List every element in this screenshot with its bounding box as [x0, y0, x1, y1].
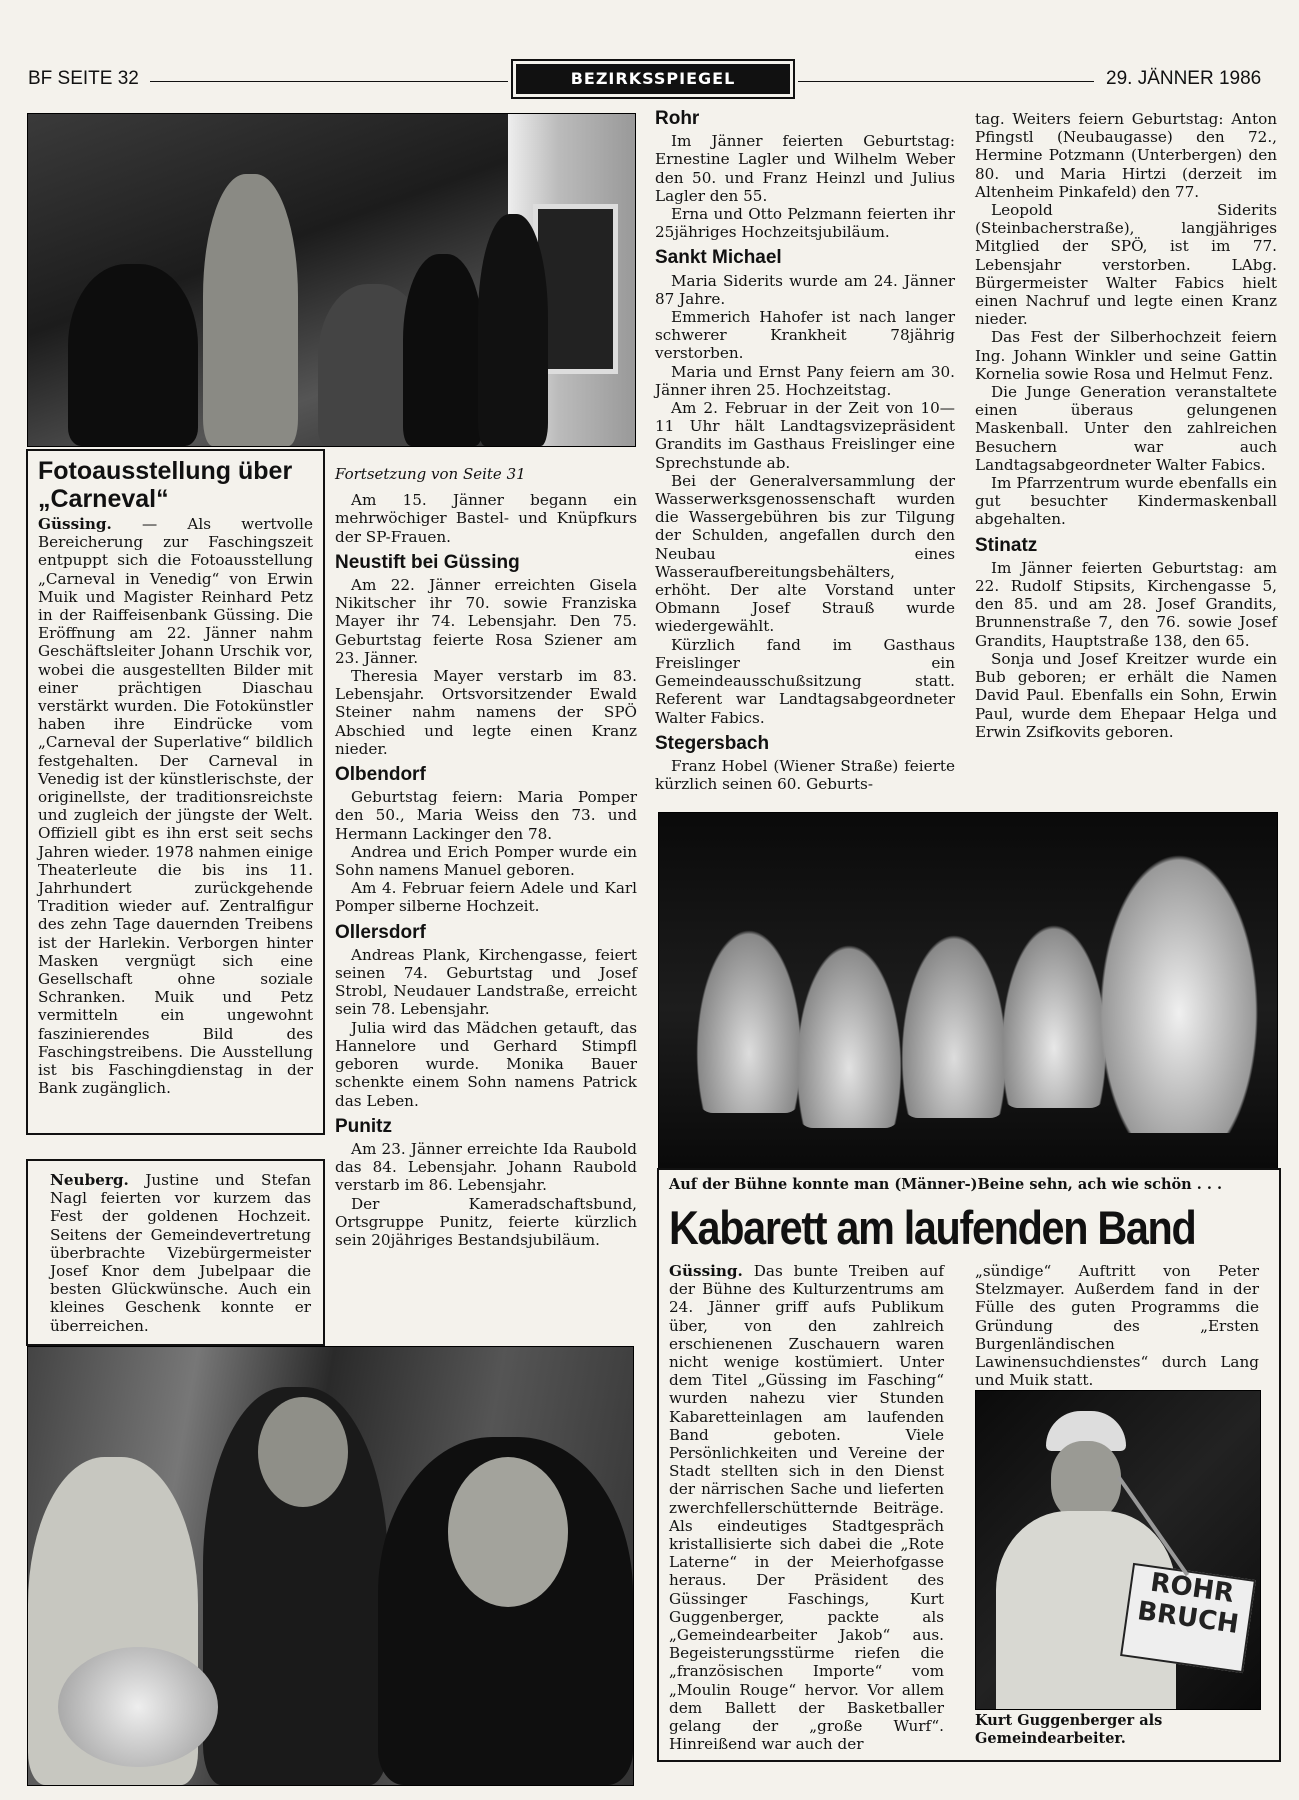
paragraph: Am 2. Februar in der Zeit von 10—11 Uhr hält Landtagsvizepräsident Grandits im Gasthaus Freislinger eine Sprechstunde ab. [655, 399, 955, 472]
fotoausstellung-body: — Als wertvolle Bereicherung zur Faschingszeit entpuppt sich die Fotoausstellung „Carneval in Venedig“ von Erwin Muik und Magister Reinhard Petz in der Raiffeisenbank Güssing. Die Eröffnung am 22. Jänner nahm Geschäftsleiter Johann Urschik vor, wobei die ausgestellten Bilder mit einer prächtigen Diaschau verstärkt wurden. Die Fotokünstler haben ihre Eindrücke vom „Carneval der Superlative“ bildlich festgehalten. Der Carneval in Venedig ist der künstlerischste, der originellste, der traditionsreichste und zugleich der jüngste der Welt. Offiziell gibt es ihn erst seit sechs Jahren wieder. 1978 nahmen einige Theaterleute die bis ins 11. Jahrhundert zurückgehende Tradition wieder auf. Zentralfigur des zehn Tage dauernden Treibens ist der Harlekin. Verborgen hinter Masken vergnügt sich eine Gesellschaft ohne soziale Schranken. Muik und Petz vermitteln ein ungewohnt faszinierendes Bild des Faschingstreibens. Die Ausstellung ist bis Faschingdienstag in der Bank zugänglich. [38, 515, 313, 1098]
kabarett-body-right: „sündige“ Auftritt von Peter Stelzmayer. Außerdem fand in der Fülle des guten Programms die Gründung des „Ersten Burgenländischen Lawinensuchdienstes“ durch Lang und Muik statt. [975, 1262, 1259, 1390]
visitor-figure [203, 174, 298, 446]
face [448, 1457, 568, 1607]
fotoausstellung-article [26, 449, 325, 1135]
sign-board: ROHR BRUCH [1120, 1563, 1256, 1673]
section-heading: Rohr [655, 108, 700, 129]
section-heading: Neustift bei Güssing [335, 551, 520, 573]
paragraph: Maria Siderits wurde am 24. Jänner 87 Jahre. [655, 271, 955, 308]
stage-photo [658, 812, 1278, 1169]
paragraph: Die Junge Generation veranstaltete einen überaus gelungenen Maskenball. Unter den zahlreichen Besuchern war auch Landtagsabgeordneter Walter Fabics. [975, 383, 1277, 474]
section-heading: Olbendorf [335, 764, 426, 786]
section-banner: BEZIRKSSPIEGEL [516, 64, 790, 94]
portrait-caption: Kurt Guggenberger als Gemeindearbeiter. [975, 1712, 1163, 1747]
paragraph: Andrea und Erich Pomper wurde ein Sohn namens Manuel geboren. [335, 842, 637, 880]
kabarett-article [657, 1168, 1281, 1762]
dateline: Güssing. [38, 515, 112, 533]
kabarett-body-left [669, 1262, 944, 1753]
visitor-figure [403, 254, 483, 446]
paragraph: Franz Hobel (Wiener Straße) feierte kürzlich seinen 60. Geburts- [655, 756, 955, 794]
section-heading: Stinatz [975, 534, 1038, 556]
exhibition-photo [27, 113, 636, 447]
dateline: Neuberg. [50, 1171, 129, 1189]
section-heading: Stegersbach [655, 732, 770, 754]
portrait-photo [975, 1390, 1261, 1710]
paragraph: Leopold Siderits (Steinbacherstraße), langjähriges Mitglied der SPÖ, ist im 77. Lebensjahr verstorben. LAbg. Bürgermeister Walter Fabics hielt einen Nachruf und legte einen Kranz nieder. [975, 201, 1277, 329]
paragraph: Theresia Mayer verstarb im 83. Lebensjahr. Ortsvorsitzender Ewald Steiner nahm namens der SPÖ Abschied und legte einen Kranz nieder. [335, 667, 637, 758]
paragraph: Emmerich Hahofer ist nach langer schwerer Krankheit 78jährig verstorben. [655, 308, 955, 363]
paragraph: Bei der Generalversammlung der Wasserwerksgenossenschaft wurden die Wassergebühren bis zur Tilgung der Schulden, angefallen durch den Neubau eines Wasseraufbereitungsbehälters, erhöht. Der alte Vorstand unter Obmann Josef Strauß wurde wiedergewählt. [655, 471, 955, 636]
kabarett-title: Kabarett am laufenden Band [669, 1201, 1196, 1254]
section-heading: Sankt Michael [655, 247, 782, 269]
column-4 [975, 110, 1277, 741]
paragraph: Andreas Plank, Kirchengasse, feiert seinen 74. Geburtstag und Josef Strobl, Neudauer Landstraße, erreicht sein 78. Lebensjahr. [335, 945, 637, 1019]
couple-photo [27, 1346, 634, 1786]
paragraph: Im Jänner feierten Geburtstag: am 22. Rudolf Stipsits, Kirchengasse 5, den 85. und am 28. Josef Grandits, Brunnenstraße 7, den 76. sowie Josef Grandits, Hauptstraße 138, den 65. [975, 558, 1277, 650]
stage-photo-caption: Auf der Bühne konnte man (Männer-)Beine sehn, ach wie schön . . . [669, 1176, 1223, 1193]
neuberg-body: Justine und Stefan Nagl feierten vor kurzem das Fest der goldenen Hochzeit. Seitens der Gemeindevertretung überbrachte Vizebürgermeister Josef Knor dem Jubelpaar die besten Glückwünsche. Auch ein kleines Geschenk konnte er überreichen. [50, 1171, 311, 1335]
paragraph: Am 4. Februar feiern Adele und Karl Pomper silberne Hochzeit. [335, 879, 637, 916]
section-heading: Ollersdorf [335, 921, 426, 943]
paragraph: Der Kameradschaftsbund, Ortsgruppe Punitz, feierte kürzlich sein 20jähriges Bestandsjubiläum. [335, 1194, 637, 1249]
paragraph: tag. Weiters feiern Geburtstag: Anton Pfingstl (Neubaugasse) den 72., Hermine Potzmann (Unterbergen) den 80. und Maria Hirtzi (derzeit im Altenheim Pinkafeld) den 77. [975, 110, 1277, 201]
paragraph: Am 23. Jänner erreichte Ida Raubold das 84. Lebensjahr. Johann Raubold verstarb im 86. Lebensjahr. [335, 1139, 637, 1195]
flower-bouquet [58, 1647, 218, 1767]
dancer-figure [1089, 833, 1269, 1133]
issue-date: 29. JÄNNER 1986 [1106, 68, 1262, 89]
section-heading: Punitz [335, 1115, 392, 1137]
kabarett-text: Das bunte Treiben auf der Bühne des Kulturzentrums am 24. Jänner griff aufs Publikum über, von den zahlreich erschienenen Zuschauern waren nicht wenige kostümiert. Unter dem Titel „Güssing im Fasching“ wurden nahezu vier Stunden Kabaretteinlagen am laufenden Band geboten. Viele Persönlichkeiten und Vereine der Stadt stellten sich in den Dienst der närrischen Sache und lieferten zwerchfellerschütternde Beiträge. Als eindeutiges Stadtgespräch kristallisierte sich dabei die „Rote Laterne“ in der Meierhofgasse heraus. Der Präsident des Güssinger Faschings, Kurt Guggenberger, packte als „Gemeindearbeiter Jakob“ aus. Begeisterungsstürme riefen die „französischen Importe“ vom „Moulin Rouge“ hervor. Vor allem dem Ballett der Basketballer gelang der „große Wurf“. Hinreißend war auch der [669, 1262, 944, 1754]
paragraph: Erna und Otto Pelzmann feierten ihr 25jähriges Hochzeitsjubiläum. [655, 205, 955, 242]
header-rule-left [150, 81, 508, 82]
header-rule-right [798, 81, 1094, 82]
column-3 [655, 110, 955, 793]
visitor-figure [68, 264, 198, 446]
paragraph: Sonja und Josef Kreitzer wurde ein Bub geboren; er erhält die Namen David Paul. Ebenfalls ein Sohn, Erwin Paul, wurde dem Ehepaar Helga und Erwin Zsifkovits geboren. [975, 649, 1277, 741]
face [258, 1397, 348, 1507]
paragraph: Kürzlich fand im Gasthaus Freislinger ein Gemeindeausschußsitzung statt. Referent war Landtagsabgeordneter Walter Fabics. [655, 635, 955, 727]
paragraph: Julia wird das Mädchen getauft, das Hannelore und Gerhard Stimpfl geboren wurde. Monika Bauer schenkte einem Sohn namens Patrick das Leben. [335, 1018, 637, 1110]
paragraph: Maria und Ernst Pany feiern am 30. Jänner ihren 25. Hochzeitstag. [655, 362, 955, 399]
face [1051, 1441, 1121, 1521]
paragraph: Geburtstag feiern: Maria Pomper den 50., Maria Weiss den 73. und Hermann Lackinger den 78. [335, 788, 637, 843]
visitor-figure [478, 214, 548, 446]
page-number: BF SEITE 32 [28, 68, 139, 89]
paragraph: Im Jänner feierten Geburtstag: Ernestine Lagler und Wilhelm Weber den 50. und Franz Heinzl und Julius Lagler den 55. [655, 132, 955, 205]
paragraph: Am 15. Jänner begann ein mehrwöchiger Bastel- und Knüpfkurs der SP-Frauen. [335, 491, 637, 546]
fotoausstellung-title: Fotoausstellung über „Carneval“ [38, 457, 293, 513]
dancer-figure [789, 928, 909, 1128]
column-2 [335, 465, 637, 1249]
neuberg-article [26, 1159, 325, 1346]
dateline: Güssing. [669, 1262, 743, 1280]
paragraph: Am 22. Jänner erreichten Gisela Nikitscher ihr 70. sowie Franziska Mayer ihr 74. Lebensjahr. Den 75. Geburtstag feierte Rosa Sziener am 23. Jänner. [335, 576, 637, 667]
paragraph: Das Fest der Silberhochzeit feiern Ing. Johann Winkler und seine Gattin Kornelia sowie Rosa und Helmut Fenz. [975, 328, 1277, 383]
paragraph: Im Pfarrzentrum wurde ebenfalls ein gut besuchter Kindermaskenball abgehalten. [975, 474, 1277, 529]
continued-note: Fortsetzung von Seite 31 [335, 465, 526, 483]
